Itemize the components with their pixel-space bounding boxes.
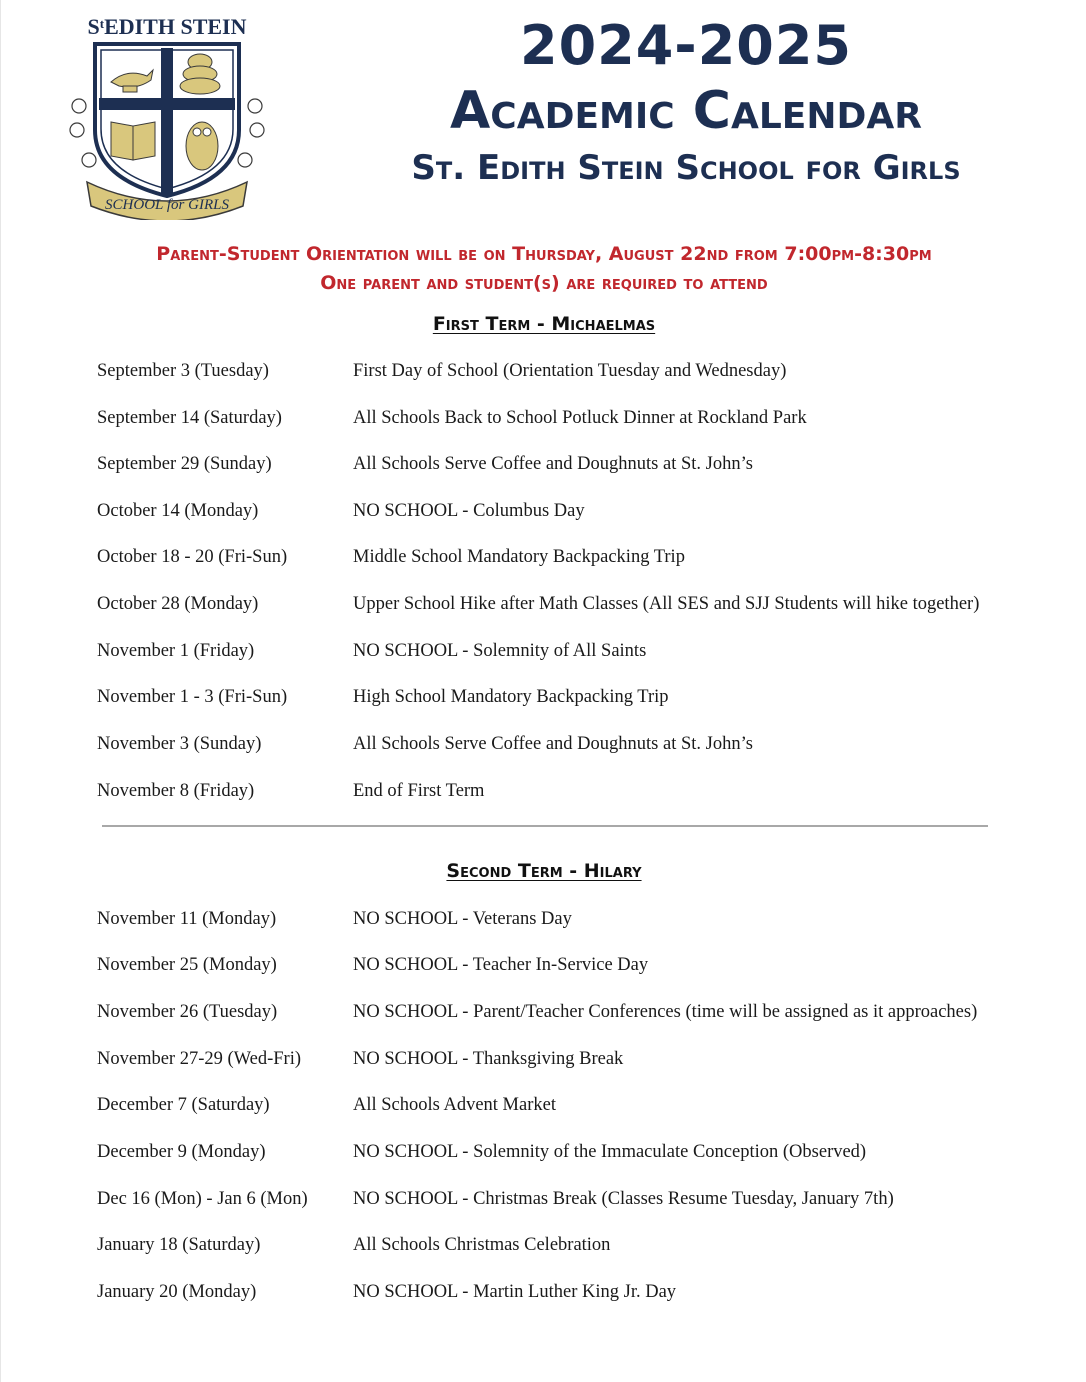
- event-description: NO SCHOOL - Columbus Day: [353, 501, 585, 521]
- page-title: Academic Calendar: [450, 81, 922, 141]
- event-date: December 9 (Monday): [97, 1142, 266, 1162]
- title-block: [301, 14, 1071, 190]
- event-description: Middle School Mandatory Backpacking Trip: [353, 547, 685, 567]
- svg-text:SCHOOL for GIRLS: SCHOOL for GIRLS: [105, 197, 229, 213]
- term-heading-first: First Term - Michaelmas: [432, 313, 656, 335]
- event-description: First Day of School (Orientation Tuesday and Wednesday): [353, 361, 787, 381]
- calendar-year: 2024-2025: [520, 14, 852, 77]
- event-description: NO SCHOOL - Teacher In-Service Day: [353, 955, 649, 975]
- event-date: November 8 (Friday): [97, 781, 255, 801]
- event-description: All Schools Serve Coffee and Doughnuts at St. John’s: [353, 734, 753, 754]
- event-description: End of First Term: [353, 781, 485, 801]
- event-date: October 18 - 20 (Fri-Sun): [97, 547, 288, 567]
- orientation-notice: Parent-Student Orientation will be on Thursday, August 22nd from 7:00pm-8:30pm: [156, 243, 932, 265]
- event-date: October 14 (Monday): [97, 501, 259, 521]
- event-date: November 11 (Monday): [97, 909, 277, 929]
- event-description: All Schools Back to School Potluck Dinner at Rockland Park: [353, 408, 807, 428]
- svg-text:StEDITH STEIN: $S^tEDITH$ STEIN: [87, 14, 247, 39]
- event-date: October 28 (Monday): [97, 594, 259, 614]
- event-date: January 18 (Saturday): [97, 1235, 261, 1255]
- event-description: High School Mandatory Backpacking Trip: [353, 687, 669, 707]
- event-description: NO SCHOOL - Thanksgiving Break: [353, 1049, 624, 1069]
- term-divider: [102, 825, 988, 827]
- event-date: December 7 (Saturday): [97, 1095, 270, 1115]
- event-date: November 1 (Friday): [97, 641, 255, 661]
- event-date: November 25 (Monday): [97, 955, 277, 975]
- event-date: Dec 16 (Mon) - Jan 6 (Mon): [97, 1189, 308, 1209]
- event-description: All Schools Advent Market: [353, 1095, 556, 1115]
- event-date: November 26 (Tuesday): [97, 1002, 278, 1022]
- event-description: All Schools Serve Coffee and Doughnuts at St. John’s: [353, 454, 753, 474]
- event-description: NO SCHOOL - Martin Luther King Jr. Day: [353, 1282, 677, 1302]
- event-date: September 14 (Saturday): [97, 408, 282, 428]
- school-crest-logo: [67, 10, 267, 220]
- event-date: September 3 (Tuesday): [97, 361, 269, 381]
- event-date: November 27-29 (Wed-Fri): [97, 1049, 302, 1069]
- event-date: November 1 - 3 (Fri-Sun): [97, 687, 288, 707]
- event-description: Upper School Hike after Math Classes (All SES and SJJ Students will hike together): [353, 594, 980, 614]
- attendance-notice: One parent and student(s) are required to attend: [320, 272, 768, 294]
- event-date: November 3 (Sunday): [97, 734, 262, 754]
- event-description: NO SCHOOL - Veterans Day: [353, 909, 572, 929]
- event-date: January 20 (Monday): [97, 1282, 257, 1302]
- event-description: NO SCHOOL - Christmas Break (Classes Resume Tuesday, January 7th): [353, 1189, 894, 1209]
- event-description: NO SCHOOL - Solemnity of the Immaculate Conception (Observed): [353, 1142, 867, 1162]
- event-description: NO SCHOOL - Parent/Teacher Conferences (time will be assigned as it approaches): [353, 1002, 978, 1022]
- term-heading-second: Second Term - Hilary: [446, 860, 642, 882]
- school-name: St. Edith Stein School for Girls: [411, 148, 961, 188]
- event-date: September 29 (Sunday): [97, 454, 272, 474]
- event-description: All Schools Christmas Celebration: [353, 1235, 611, 1255]
- event-description: NO SCHOOL - Solemnity of All Saints: [353, 641, 647, 661]
